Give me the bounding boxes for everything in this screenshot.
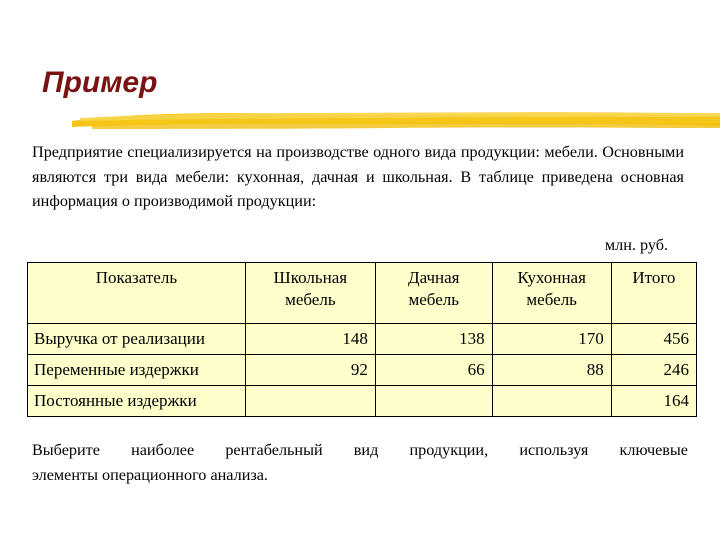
- table-header-row: [28, 263, 697, 324]
- cell-kitchen: 88: [492, 355, 611, 386]
- cell-school: 148: [245, 324, 375, 355]
- cell-kitchen: 170: [492, 324, 611, 355]
- units-label: млн. руб.: [604, 236, 668, 254]
- cell-school: 92: [245, 355, 375, 386]
- cell-kitchen: [492, 386, 611, 417]
- cell-total: 246: [611, 355, 696, 386]
- header-dacha: Дачная мебель: [375, 263, 492, 324]
- cell-total: 164: [611, 386, 696, 417]
- header-total: Итого: [611, 263, 696, 324]
- question-line-1: Выберите наиболее рентабельный вид продукции, используя ключевые: [32, 441, 688, 459]
- slide-title: Пример: [42, 66, 158, 99]
- cell-dacha: [375, 386, 492, 417]
- title-underline-decoration: [72, 104, 720, 132]
- question-line-2: элементы операционного анализа.: [32, 466, 268, 484]
- header-school: Школьная мебель: [245, 263, 375, 324]
- header-indicator: Показатель: [28, 263, 246, 324]
- data-table: [27, 262, 697, 417]
- cell-dacha: 66: [375, 355, 492, 386]
- cell-school: [245, 386, 375, 417]
- cell-total: 456: [611, 324, 696, 355]
- table-row-revenue: [28, 324, 697, 355]
- intro-paragraph: Предприятие специализируется на производстве одного вида продукции: мебели. Основными являются три вида мебели: кухонная, дачная и школьная. В таблице приведена основная информация о производимой продукции:: [32, 143, 684, 210]
- row-label: Выручка от реализации: [28, 324, 246, 355]
- table-row-fixed-costs: [28, 386, 697, 417]
- header-kitchen: Кухонная мебель: [492, 263, 611, 324]
- table-row-variable-costs: [28, 355, 697, 386]
- row-label: Постоянные издержки: [28, 386, 246, 417]
- row-label: Переменные издержки: [28, 355, 246, 386]
- question-paragraph: [32, 438, 688, 488]
- cell-dacha: 138: [375, 324, 492, 355]
